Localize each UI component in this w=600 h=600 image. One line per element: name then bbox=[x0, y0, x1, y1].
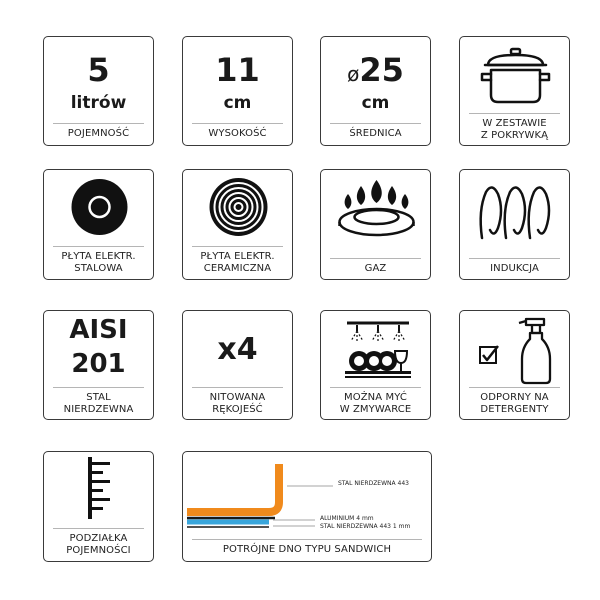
gas-burner-icon bbox=[321, 170, 432, 250]
checkbox-icon bbox=[478, 345, 502, 369]
steel-plate-label-2: STALOWA bbox=[74, 263, 123, 274]
rivets-value: x4 bbox=[217, 332, 258, 367]
ceramic-plate-tile bbox=[182, 169, 293, 280]
sandwich-tile bbox=[182, 451, 432, 562]
pot-with-lid-icon bbox=[460, 37, 571, 117]
rivets-tile bbox=[182, 310, 293, 420]
dishwasher-icon bbox=[321, 311, 432, 386]
lid-label-1: W ZESTAWIE bbox=[482, 118, 547, 129]
capacity-scale-icon bbox=[44, 452, 155, 527]
capacity-tile bbox=[43, 36, 154, 146]
gas-label: GAZ bbox=[364, 263, 387, 274]
diameter-unit: cm bbox=[361, 93, 390, 113]
spray-bottle-icon bbox=[516, 313, 556, 385]
dishwasher-label-2: W ZMYWARCE bbox=[339, 404, 412, 415]
scale-label-1: PODZIAŁKA bbox=[69, 533, 128, 544]
lid-label-2: Z POKRYWKĄ bbox=[480, 130, 549, 141]
lid-tile bbox=[459, 36, 570, 146]
capacity-value: 5 bbox=[87, 51, 110, 89]
capacity-label: POJEMNOŚĆ bbox=[67, 128, 130, 139]
height-value: 11 bbox=[215, 51, 260, 89]
aisi-tile bbox=[43, 310, 154, 420]
dishwasher-tile bbox=[320, 310, 431, 420]
height-tile bbox=[182, 36, 293, 146]
sandwich-label: POTRÓJNE DNO TYPU SANDWICH bbox=[222, 544, 392, 555]
induction-coil-icon bbox=[460, 170, 571, 250]
diameter-tile bbox=[320, 36, 431, 146]
sandwich-layer-middle: ALUMINIUM 4 mm bbox=[320, 515, 374, 522]
induction-label: INDUKCJA bbox=[490, 263, 539, 274]
steel-plate-label-1: PŁYTA ELEKTR. bbox=[61, 251, 136, 262]
detergent-label-1: ODPORNY NA bbox=[480, 392, 549, 403]
diameter-value: 25 bbox=[359, 51, 404, 89]
capacity-unit: litrów bbox=[70, 93, 127, 113]
steel-hotplate-icon bbox=[44, 170, 155, 245]
sandwich-layer-bottom: STAL NIERDZEWNA 443 1 mm bbox=[320, 523, 411, 530]
aisi-line2: 201 bbox=[71, 349, 126, 379]
sandwich-layer-top: STAL NIERDZEWNA 443 bbox=[338, 480, 409, 487]
gas-tile bbox=[320, 169, 431, 280]
rivets-label-2: RĘKOJEŚĆ bbox=[212, 404, 263, 415]
scale-label-2: POJEMNOŚCI bbox=[66, 545, 131, 556]
diameter-label: ŚREDNICA bbox=[349, 128, 402, 139]
aisi-label-1: STAL bbox=[86, 392, 111, 403]
height-label: WYSOKOŚĆ bbox=[208, 128, 267, 139]
detergent-label-2: DETERGENTY bbox=[480, 404, 549, 415]
steel-plate-tile bbox=[43, 169, 154, 280]
aisi-label-2: NIERDZEWNA bbox=[63, 404, 134, 415]
diameter-symbol: ø bbox=[347, 62, 360, 86]
ceramic-hotplate-icon bbox=[183, 170, 294, 245]
ceramic-plate-label-2: CERAMICZNA bbox=[203, 263, 272, 274]
aisi-line1: AISI bbox=[69, 315, 128, 345]
ceramic-plate-label-1: PŁYTA ELEKTR. bbox=[200, 251, 275, 262]
height-unit: cm bbox=[223, 93, 252, 113]
scale-tile bbox=[43, 451, 154, 562]
induction-tile bbox=[459, 169, 570, 280]
detergent-tile bbox=[459, 310, 570, 420]
diameter-value-row bbox=[321, 53, 430, 91]
dishwasher-label-1: MOŻNA MYĆ bbox=[344, 392, 407, 403]
rivets-label-1: NITOWANA bbox=[209, 392, 266, 403]
